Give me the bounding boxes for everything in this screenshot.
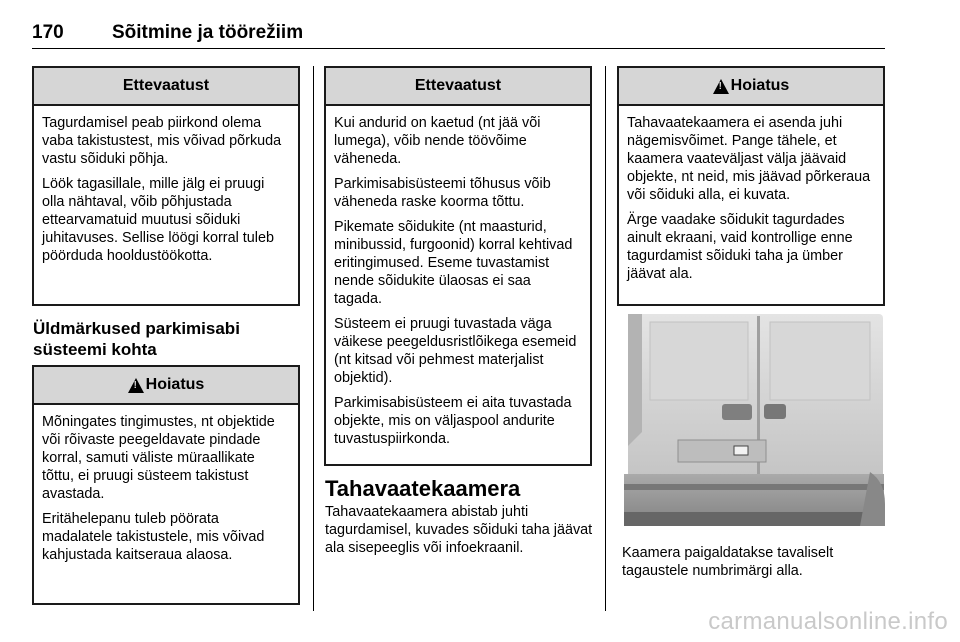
caution-paragraph: Süsteem ei pruugi tuvastada väga väikese peegeldusristlõikega esemeid (nt kitsad või pehmest materjalist objektid). bbox=[334, 316, 577, 386]
page-number: 170 bbox=[32, 22, 64, 43]
warning-triangle-icon bbox=[128, 378, 144, 393]
page-title: Sõitmine ja töörežiim bbox=[112, 22, 304, 43]
warning-paragraph: Ärge vaadake sõidukit tagurdades ainult ekraani, vaid kontrollige enne tagurdamist sõiduki taha ja ümber jäävat ala. bbox=[627, 212, 853, 282]
caution-paragraph: Kui andurid on kaetud (nt jää või lumega), võib nende töövõime väheneda. bbox=[334, 115, 541, 167]
column-divider-2 bbox=[605, 66, 606, 611]
caution-box-2 bbox=[324, 66, 592, 466]
page-header bbox=[32, 22, 885, 49]
warning-box-2 bbox=[617, 66, 885, 306]
caution-box-1 bbox=[32, 66, 300, 306]
caution-paragraph: Pikemate sõidukite (nt maasturid, minibussid, furgoonid) korral kehtivad eritingimused. Eseme tuvastamist nende sõidukite ülaosas ei saa tagada. bbox=[334, 219, 573, 307]
caution-paragraph: Parkimisabisüsteemi tõhusus võib väheneda raske koorma tõttu. bbox=[334, 176, 551, 210]
caution-paragraph: Löök tagasillale, mille jälg ei pruugi olla nähtaval, võib põhjustada ettearvamatuid muutusi sõiduki juhitavuses. Sellise löögi korral tuleb pöörduda hooldustöökotta. bbox=[42, 176, 274, 264]
watermark: carmanualsonline.info bbox=[708, 608, 948, 635]
caution-paragraph: Tagurdamisel peab piirkond olema vaba takistustest, mis võivad põrkuda vastu sõiduki põhja. bbox=[42, 115, 282, 167]
warning-box-title: ! Hoiatus bbox=[619, 68, 883, 106]
warning-triangle-icon bbox=[713, 79, 729, 94]
caution-box-title: Ettevaatust bbox=[34, 68, 298, 106]
warning-paragraph: Mõningates tingimustes, nt objektide või rõivaste peegeldavate pindade korral, samuti väliste müraallikate tõttu, ei pruugi süsteem takistust avastada. bbox=[42, 414, 275, 502]
section-body: Tahavaatekaamera abistab juhti tagurdamisel, kuvades sõiduki taha jäävat ala sisepeeglis või infoekraanil. bbox=[325, 504, 593, 556]
rear-camera-illustration bbox=[622, 312, 885, 526]
image-caption: Kaamera paigaldatakse tavaliselt tagaustele numbrimärgi alla. bbox=[622, 545, 834, 579]
warning-box-title: ! Hoiatus bbox=[34, 367, 298, 405]
warning-box-1 bbox=[32, 365, 300, 605]
caution-paragraph: Parkimisabisüsteem ei aita tuvastada objekte, mis on väljaspool andurite tuvastuspiirkonda. bbox=[334, 395, 572, 447]
column-divider-1 bbox=[313, 66, 314, 611]
warning-paragraph: Eritähelepanu tuleb pöörata madalatele takistustele, mis võivad kahjustada kaitseraua alaosa. bbox=[42, 511, 265, 563]
section-heading: Tahavaatekaamera bbox=[325, 476, 521, 501]
caution-box-title: Ettevaatust bbox=[326, 68, 590, 106]
section-subheading: Üldmärkused parkimisabi süsteemi kohta bbox=[33, 319, 240, 359]
warning-paragraph: Tahavaatekaamera ei asenda juhi nägemisvõimet. Pange tähele, et kaamera vaateväljast välja jäävaid objekte, nt neid, mis jäävad põrkeraua või sõiduki alla, ei kuvata. bbox=[627, 115, 871, 203]
